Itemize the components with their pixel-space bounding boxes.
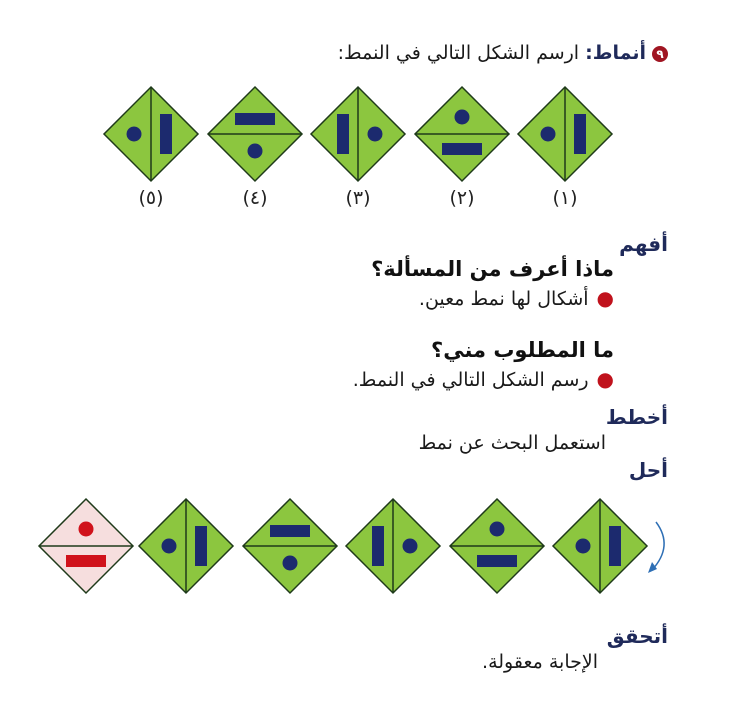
plan-heading: أخطط — [605, 405, 668, 429]
understand-heading: أفهم — [619, 232, 668, 256]
check-heading: أتحقق — [606, 624, 668, 648]
solution-shape-3 — [346, 499, 440, 593]
rotation-arrow-icon — [648, 522, 664, 573]
plan-text: استعمل البحث عن نمط — [418, 432, 606, 454]
solve-heading: أحل — [628, 458, 668, 482]
pattern-label-5: (٥) — [138, 187, 164, 209]
bullet-icon: ● — [596, 367, 614, 391]
problem-label: أنماط: — [585, 42, 646, 64]
solution-shape-5 — [139, 499, 233, 593]
understand-question-2: ما المطلوب مني؟ — [431, 338, 614, 362]
solution-shape-4 — [243, 499, 337, 593]
pattern-label-4: (٤) — [242, 187, 268, 209]
understand-question-1: ماذا أعرف من المسألة؟ — [371, 257, 614, 281]
pattern-shape-3 — [311, 87, 405, 181]
pattern-label-1: (١) — [552, 187, 578, 209]
understand-answer-2: ●رسم الشكل التالي في النمط. — [352, 367, 614, 391]
understand-answer-1: ●أشكال لها نمط معين. — [418, 286, 614, 310]
problem-number-badge: ٩ — [652, 46, 668, 62]
solution-answer-shape — [39, 499, 133, 593]
pattern-shape-5 — [104, 87, 198, 181]
problem-instruction: ارسم الشكل التالي في النمط: — [337, 42, 580, 64]
pattern-shape-4 — [208, 87, 302, 181]
solution-shape-2 — [450, 499, 544, 593]
solution-shape-1 — [553, 499, 647, 593]
bullet-icon: ● — [596, 286, 614, 310]
pattern-shape-2 — [415, 87, 509, 181]
pattern-shape-1 — [518, 87, 612, 181]
pattern-label-3: (٣) — [345, 187, 371, 209]
check-text: الإجابة معقولة. — [482, 651, 598, 673]
pattern-label-2: (٢) — [449, 187, 475, 209]
